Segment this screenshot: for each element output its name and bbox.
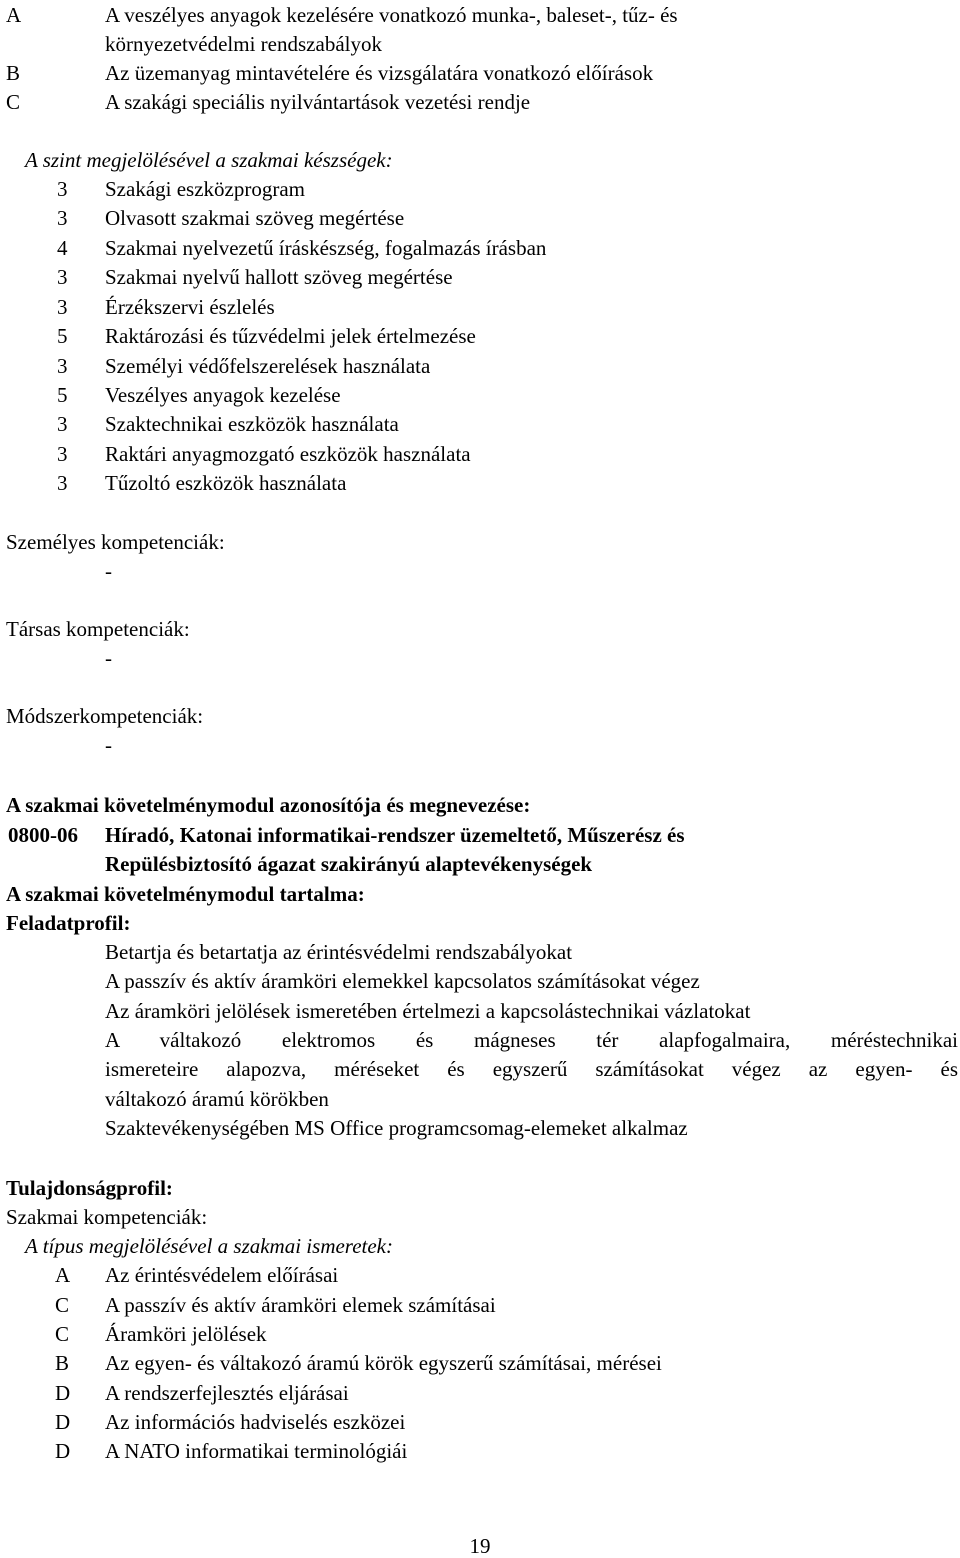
competence-value: - [105,646,112,670]
list-item: Az üzemanyag mintavételére és vizsgálatára vonatkozó előírások [105,61,654,85]
task-item: Betartja és betartatja az érintésvédelmi rendszabályokat [105,940,573,964]
skill-level: 3 [57,177,68,201]
knowledge-text: Áramköri jelölések [105,1322,267,1346]
list-item: A szakági speciális nyilvántartások vezetési rendje [105,90,531,114]
skill-text: Veszélyes anyagok kezelése [105,383,341,407]
task-item-cont: váltakozó áramú körökben [105,1087,329,1111]
skill-text: Személyi védőfelszerelések használata [105,354,431,378]
skill-text: Raktári anyagmozgató eszközök használata [105,442,471,466]
task-item: A váltakozó elektromos és mágneses tér alapfogalmaira, méréstechnikai [105,1028,958,1052]
skill-level: 5 [57,324,68,348]
knowledge-text: A NATO informatikai terminológiái [105,1439,408,1463]
skill-text: Szakmai nyelvezetű íráskészség, fogalmazás írásban [105,236,547,260]
skill-level: 4 [57,236,68,260]
skill-text: Olvasott szakmai szöveg megértése [105,206,405,230]
list-label: B [6,61,21,85]
skill-text: Szakági eszközprogram [105,177,306,201]
list-label: C [6,90,21,114]
knowledge-heading: A típus megjelölésével a szakmai ismeretek: [25,1234,393,1258]
task-item: Szaktevékenységében MS Office programcsomag-elemeket alkalmaz [105,1116,688,1140]
task-item: A passzív és aktív áramköri elemekkel kapcsolatos számításokat végez [105,969,700,993]
skill-level: 3 [57,295,68,319]
property-sub-heading: Szakmai kompetenciák: [6,1205,208,1229]
knowledge-text: A rendszerfejlesztés eljárásai [105,1381,349,1405]
knowledge-type: D [55,1381,71,1405]
competence-value: - [105,559,112,583]
knowledge-type: B [55,1351,70,1375]
knowledge-type: D [55,1439,71,1463]
skill-text: Szaktechnikai eszközök használata [105,412,399,436]
skills-heading: A szint megjelölésével a szakmai készségek: [25,148,393,172]
knowledge-type: A [55,1263,71,1287]
task-profile-heading: Feladatprofil: [6,911,131,935]
page-number: 19 [469,1534,491,1558]
list-item: környezetvédelmi rendszabályok [105,32,382,56]
competence-heading: Társas kompetenciák: [6,617,190,641]
competence-heading: Módszerkompetenciák: [6,704,204,728]
knowledge-text: Az egyen- és váltakozó áramú körök egyszerű számításai, mérései [105,1351,662,1375]
skill-level: 3 [57,412,68,436]
knowledge-type: C [55,1293,70,1317]
module-name: Híradó, Katonai informatikai-rendszer üzemeltető, Műszerész és [105,823,685,847]
competence-heading: Személyes kompetenciák: [6,530,225,554]
skill-level: 3 [57,354,68,378]
knowledge-text: A passzív és aktív áramköri elemek számításai [105,1293,496,1317]
module-content-heading: A szakmai követelménymodul tartalma: [6,882,365,906]
list-label: A [6,3,22,27]
skill-text: Tűzoltó eszközök használata [105,471,347,495]
skill-level: 5 [57,383,68,407]
skill-text: Szakmai nyelvű hallott szöveg megértése [105,265,453,289]
module-code: 0800-06 [8,823,78,847]
knowledge-type: D [55,1410,71,1434]
skill-level: 3 [57,471,68,495]
knowledge-text: Az információs hadviselés eszközei [105,1410,406,1434]
task-item-cont: ismereteire alapozva, méréseket és egyszerű számításokat végez az egyen- és [105,1057,958,1081]
property-heading: Tulajdonságprofil: [6,1176,173,1200]
task-item: Az áramköri jelölések ismeretében értelmezi a kapcsolástechnikai vázlatokat [105,999,751,1023]
skill-level: 3 [57,442,68,466]
skill-text: Raktározási és tűzvédelmi jelek értelmezése [105,324,476,348]
skill-level: 3 [57,265,68,289]
skill-text: Érzékszervi észlelés [105,295,275,319]
list-item: A veszélyes anyagok kezelésére vonatkozó munka-, baleset-, tűz- és [105,3,678,27]
competence-value: - [105,733,112,757]
knowledge-text: Az érintésvédelem előírásai [105,1263,339,1287]
module-id-heading: A szakmai követelménymodul azonosítója és megnevezése: [6,793,531,817]
module-name-cont: Repülésbiztosító ágazat szakirányú alaptevékenységek [105,852,593,876]
knowledge-type: C [55,1322,70,1346]
skill-level: 3 [57,206,68,230]
